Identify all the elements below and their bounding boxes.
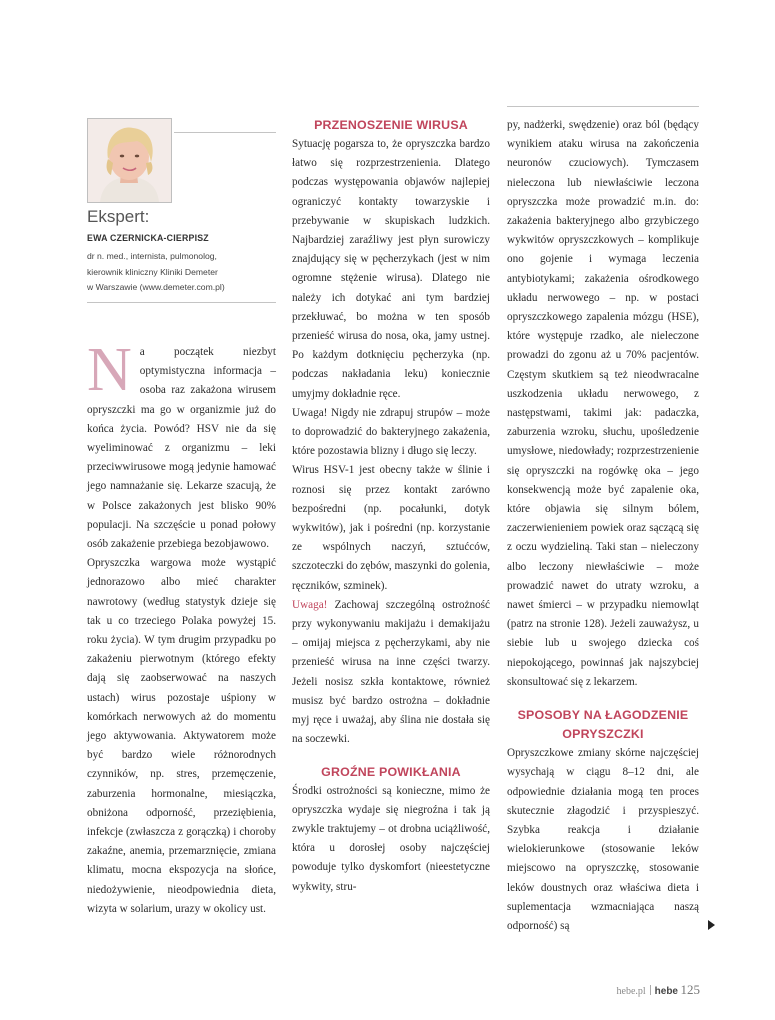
section-heading-relief: SPOSOBY NA ŁAGODZENIE OPRYSZCZKI <box>517 708 689 742</box>
page-footer <box>560 982 700 998</box>
article-column-3 <box>507 116 699 936</box>
drop-cap: N <box>87 336 132 404</box>
page-number: 125 <box>680 982 700 997</box>
header-rule-right <box>507 106 699 107</box>
section-heading-complications: GROŹNE POWIKŁANIA <box>321 764 461 779</box>
footer-magazine-logo: hebe <box>654 986 678 997</box>
expert-description <box>87 249 277 296</box>
expert-desc-line: kierownik kliniczny Kliniki Demeter <box>87 266 218 277</box>
expert-desc-line: w Warszawie (www.demeter.com.pl) <box>87 282 225 292</box>
header-rule-left <box>174 132 276 133</box>
section-heading-transmission: PRZENOSZENIE WIRUSA <box>314 118 468 132</box>
intro-paragraph: a początek niezbyt optymistyczna informacja – osoba raz zakażona wirusem opryszczki ma go w organizmie już do końca życia. Powód? HSV nie da się wyeliminować z organizmu – leki przeciwwirusowe mogą jedynie hamować jego namnażanie się. Lekarze szacują, że w Polsce zakażonych jest blisko 90% populacji. Na szczęście u ponad połowy osób zakażenie przebiega bezobjawowo. <box>87 346 276 551</box>
body-paragraph: Opryszczka wargowa może wystąpić jednorazowo albo mieć charakter nawrotowy (według statystyk dzieje się tak u co trzeciego Polaka powyżej 15. roku życia). W tym drugim przypadku po zakażeniu pierwotnym (którego efekty dają się zaobserwować na naszych ustach) wirus pozostaje uśpiony w komórkach nerwowych aż do momentu jego aktywowania. Aktywatorem może być bardzo wiele różnorodnych czynników, np. stres, przemęczenie, zaburzenia hormonalne, miesiączka, obniżona odporność, przeziębienia, infekcje (zwłaszcza z gorączką) i choroby zakaźne, anemia, przemarznięcie, zmiana klimatu, mocna ekspozycja na słońce, niedożywienie, nieodpowiednia dieta, wizyta w solarium, urazy w okolicy ust. <box>87 557 276 915</box>
expert-desc-line: dr n. med., internista, pulmonolog, <box>87 251 217 261</box>
expert-photo <box>87 118 172 203</box>
continue-arrow-icon <box>708 920 715 930</box>
article-column-1 <box>87 336 276 919</box>
footer-site: hebe.pl <box>616 986 646 997</box>
body-paragraph: py, nadżerki, swędzenie) oraz ból (będący wynikiem ataku wirusa na zakończenia neuronów czuciowych). Tymczasem nieleczona lub niewłaściwie leczona opryszczka może prowadzić m.in. do: zakażenia bakteryjnego albo grzybiczego wykwitów opryszczkowych – komplikuje ono gojenie i wymaga leczenia antybiotykami; zakażenia ośrodkowego układu nerwowego – np. w postaci opryszczkowego zapalenia mózgu (HSE), które występuje rzadko, ale nieleczone prowadzi do zgonu aż u 70% pacjentów. Częstym skutkiem są też nieodwracalne uszkodzenia układu nerwowego, z następstwami, takimi jak: padaczka, zaburzenia wzroku, słuchu, upośledzenie umysłowe, niedowłady; rozprzestrzenienie się opryszczki na rogówkę oka – jego konsekwencją może być zapalenie oka, które objawia się silnym bólem, zaczerwienieniem powiek oraz sączącą się z oczu wydzieliną. Taki stan – nieleczony albo leczony niewłaściwie – może prowadzić nawet do utraty wzroku, a nawet śmierci – w przypadku niemowląt (patrz na stronie 128). Jeżeli zauważysz, u siebie lub u swojego dziecka coś niepokojącego, powinnaś jak najszybciej skonsultować się z lekarzem. <box>507 119 699 688</box>
body-paragraph: Opryszczkowe zmiany skórne najczęściej wysychają w ciągu 8–12 dni, ale odpowiednie działania mogą ten proces skutecznie złagodzić i przyspieszyć. Szybka reakcja i działanie wielokierunkowe (stosowanie leków miejscowo na opryszczkę, stosowanie leków doustnych oraz właściwa dieta i suplementacja wzmacniająca naszą odporność) są <box>507 747 699 932</box>
body-paragraph: Wirus HSV-1 jest obecny także w ślinie i roznosi się przez kontakt zarówno bezpośredni (np. pocałunki, dotyk wykwitów), jak i pośredni (np. korzystanie ze wspólnych naczyń, sztućców, szczoteczki do zębów, maszynki do golenia, ręczników, szminek). <box>292 464 490 592</box>
expert-name: EWA CZERNICKA-CIERPISZ <box>87 233 209 243</box>
warning-paragraph <box>292 596 490 750</box>
expert-divider <box>87 302 276 303</box>
warning-paragraph: Uwaga! Nigdy nie zdrapuj strupów – może to doprowadzić do bakteryjnego zakażenia, które pozostawia blizny i długo się leczy. <box>292 406 490 458</box>
footer-separator <box>650 985 651 995</box>
expert-label: Ekspert: <box>87 207 150 226</box>
body-paragraph: Środki ostrożności są konieczne, mimo że opryszczka wydaje się niegroźna i tak ją zwykle traktujemy – ot drobna uciążliwość, która u dorosłej osoby najczęściej powoduje tylko dyskomfort (nieestetyczne wykwity, stru- <box>292 784 490 893</box>
warning-text: Zachowaj szczególną ostrożność przy wykonywaniu makijażu i demakijażu – omijaj miejsca z pęcherzykami, aby nie przenieść wirusa na inne części twarzy. Jeżeli nosisz szkła kontaktowe, również musisz być bardzo ostrożna – dokładnie myj ręce i uważaj, aby ślina nie dostała się na soczewki. <box>292 598 490 746</box>
body-paragraph: Sytuację pogarsza to, że opryszczka bardzo łatwo się rozprzestrzenienia. Dlatego podczas występowania objawów najlepiej ograniczyć kontakty towarzyskie i przebywanie w skupiskach ludzkich. Najbardziej zaraźliwy jest płyn surowiczy znajdujący się w pęcherzykach (jest w nim ogromne stężenie wirusa). Dlatego nie należy ich dotykać ani tym bardziej przekłuwać, bo można w ten sposób przenieść wirusa do nosa, oka, jamy ustnej. Po każdym dotknięciu pęcherzyka (np. podczas nakładania leku) koniecznie umyjmy dokładnie ręce. <box>292 138 490 400</box>
warning-label: Uwaga! <box>292 598 328 611</box>
article-column-2 <box>292 116 490 897</box>
